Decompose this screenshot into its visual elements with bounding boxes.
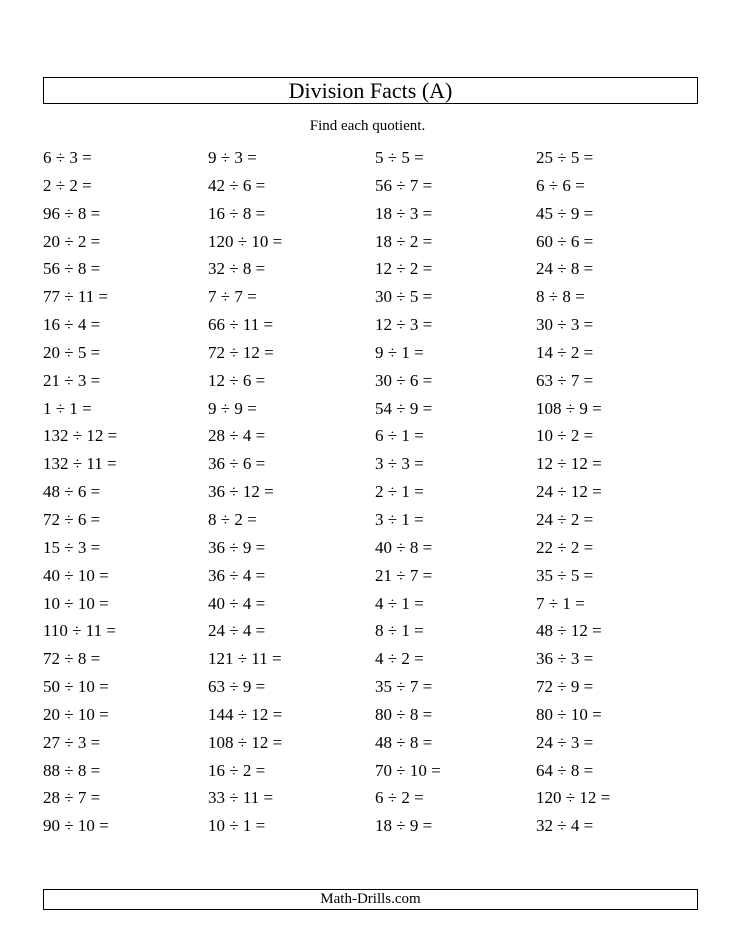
problem-item: 21 ÷ 7 = <box>375 565 433 585</box>
problem-item: 24 ÷ 3 = <box>536 732 594 752</box>
problem-item: 6 ÷ 3 = <box>43 148 92 167</box>
problem-item: 33 ÷ 11 = <box>208 788 274 808</box>
problem-item: 45 ÷ 9 = <box>536 203 594 223</box>
problem-item: 6 ÷ 2 = <box>375 788 424 808</box>
problem-item: 64 ÷ 8 = <box>536 760 594 780</box>
problem-item: 70 ÷ 10 = <box>375 760 441 780</box>
problem-item: 8 ÷ 1 = <box>375 621 424 641</box>
problem-item: 96 ÷ 8 = <box>43 203 101 223</box>
problem-item: 21 ÷ 3 = <box>43 370 101 390</box>
problem-item: 36 ÷ 6 = <box>208 454 266 474</box>
footer-credit: Math-Drills.com <box>43 889 698 910</box>
problem-item: 20 ÷ 10 = <box>43 704 109 724</box>
problem-item: 63 ÷ 7 = <box>536 370 594 390</box>
problem-item: 80 ÷ 10 = <box>536 704 602 724</box>
problem-item: 72 ÷ 12 = <box>208 342 274 362</box>
problem-item: 16 ÷ 2 = <box>208 760 266 780</box>
problem-item: 40 ÷ 10 = <box>43 565 109 585</box>
problem-item: 72 ÷ 6 = <box>43 509 101 529</box>
problem-item: 72 ÷ 8 = <box>43 649 101 669</box>
problem-item: 36 ÷ 4 = <box>208 565 266 585</box>
problem-item: 28 ÷ 7 = <box>43 788 101 808</box>
problem-item: 5 ÷ 5 = <box>375 148 424 167</box>
problem-item: 72 ÷ 9 = <box>536 677 594 697</box>
problem-item: 90 ÷ 10 = <box>43 816 109 836</box>
problem-item: 77 ÷ 11 = <box>43 287 109 307</box>
problem-item: 35 ÷ 7 = <box>375 677 433 697</box>
problem-item: 20 ÷ 5 = <box>43 342 101 362</box>
problem-item: 66 ÷ 11 = <box>208 315 274 335</box>
problem-item: 10 ÷ 1 = <box>208 816 266 836</box>
problem-item: 40 ÷ 4 = <box>208 593 266 613</box>
problem-item: 48 ÷ 8 = <box>375 732 433 752</box>
problem-item: 24 ÷ 4 = <box>208 621 266 641</box>
problem-item: 12 ÷ 12 = <box>536 454 602 474</box>
problem-item: 10 ÷ 10 = <box>43 593 109 613</box>
problem-item: 54 ÷ 9 = <box>375 398 433 418</box>
problem-item: 28 ÷ 4 = <box>208 426 266 446</box>
problem-item: 18 ÷ 3 = <box>375 203 433 223</box>
problem-item: 9 ÷ 3 = <box>208 148 257 167</box>
problem-item: 22 ÷ 2 = <box>536 537 594 557</box>
problem-item: 132 ÷ 11 = <box>43 454 117 474</box>
problem-item: 18 ÷ 9 = <box>375 816 433 836</box>
problem-item: 132 ÷ 12 = <box>43 426 118 446</box>
problem-item: 121 ÷ 11 = <box>208 649 282 669</box>
problem-item: 40 ÷ 8 = <box>375 537 433 557</box>
problem-item: 8 ÷ 2 = <box>208 509 257 529</box>
problem-item: 20 ÷ 2 = <box>43 231 101 251</box>
problem-item: 48 ÷ 12 = <box>536 621 602 641</box>
problem-item: 14 ÷ 2 = <box>536 342 594 362</box>
problem-item: 7 ÷ 7 = <box>208 287 257 307</box>
problem-item: 2 ÷ 1 = <box>375 482 424 502</box>
problem-item: 16 ÷ 8 = <box>208 203 266 223</box>
problem-item: 30 ÷ 3 = <box>536 315 594 335</box>
problem-item: 24 ÷ 2 = <box>536 509 594 529</box>
problem-item: 120 ÷ 12 = <box>536 788 611 808</box>
problem-item: 12 ÷ 6 = <box>208 370 266 390</box>
problem-item: 6 ÷ 1 = <box>375 426 424 446</box>
problem-item: 48 ÷ 6 = <box>43 482 101 502</box>
problem-item: 4 ÷ 2 = <box>375 649 424 669</box>
problem-item: 4 ÷ 1 = <box>375 593 424 613</box>
problem-item: 25 ÷ 5 = <box>536 148 594 167</box>
worksheet-title: Division Facts (A) <box>43 77 698 104</box>
problem-item: 32 ÷ 8 = <box>208 259 266 279</box>
problem-item: 15 ÷ 3 = <box>43 537 101 557</box>
problem-item: 9 ÷ 1 = <box>375 342 424 362</box>
problem-item: 24 ÷ 8 = <box>536 259 594 279</box>
problem-item: 120 ÷ 10 = <box>208 231 283 251</box>
problem-item: 36 ÷ 12 = <box>208 482 274 502</box>
problem-item: 88 ÷ 8 = <box>43 760 101 780</box>
problem-item: 9 ÷ 9 = <box>208 398 257 418</box>
problem-item: 6 ÷ 6 = <box>536 175 585 195</box>
problem-item: 32 ÷ 4 = <box>536 816 594 836</box>
problem-item: 24 ÷ 12 = <box>536 482 602 502</box>
problem-item: 2 ÷ 2 = <box>43 175 92 195</box>
problem-grid <box>43 144 703 840</box>
problem-item: 7 ÷ 1 = <box>536 593 585 613</box>
problem-item: 56 ÷ 7 = <box>375 175 433 195</box>
instructions: Find each quotient. <box>309 118 426 134</box>
problem-item: 16 ÷ 4 = <box>43 315 101 335</box>
problem-item: 60 ÷ 6 = <box>536 231 594 251</box>
problem-item: 3 ÷ 3 = <box>375 454 424 474</box>
problem-item: 110 ÷ 11 = <box>43 621 116 641</box>
problem-item: 35 ÷ 5 = <box>536 565 594 585</box>
problem-item: 36 ÷ 3 = <box>536 649 594 669</box>
problem-item: 80 ÷ 8 = <box>375 704 433 724</box>
problem-item: 30 ÷ 6 = <box>375 370 433 390</box>
problem-item: 12 ÷ 2 = <box>375 259 433 279</box>
problem-item: 10 ÷ 2 = <box>536 426 594 446</box>
problem-item: 30 ÷ 5 = <box>375 287 433 307</box>
problem-item: 108 ÷ 9 = <box>536 398 602 418</box>
problem-item: 42 ÷ 6 = <box>208 175 266 195</box>
problem-item: 3 ÷ 1 = <box>375 509 424 529</box>
problem-item: 108 ÷ 12 = <box>208 732 283 752</box>
problem-item: 144 ÷ 12 = <box>208 704 283 724</box>
problem-item: 12 ÷ 3 = <box>375 315 433 335</box>
problem-item: 27 ÷ 3 = <box>43 732 101 752</box>
problem-item: 56 ÷ 8 = <box>43 259 101 279</box>
problem-item: 1 ÷ 1 = <box>43 398 92 418</box>
problem-item: 50 ÷ 10 = <box>43 677 109 697</box>
problem-item: 8 ÷ 8 = <box>536 287 585 307</box>
problem-item: 36 ÷ 9 = <box>208 537 266 557</box>
problem-item: 63 ÷ 9 = <box>208 677 266 697</box>
problem-item: 18 ÷ 2 = <box>375 231 433 251</box>
